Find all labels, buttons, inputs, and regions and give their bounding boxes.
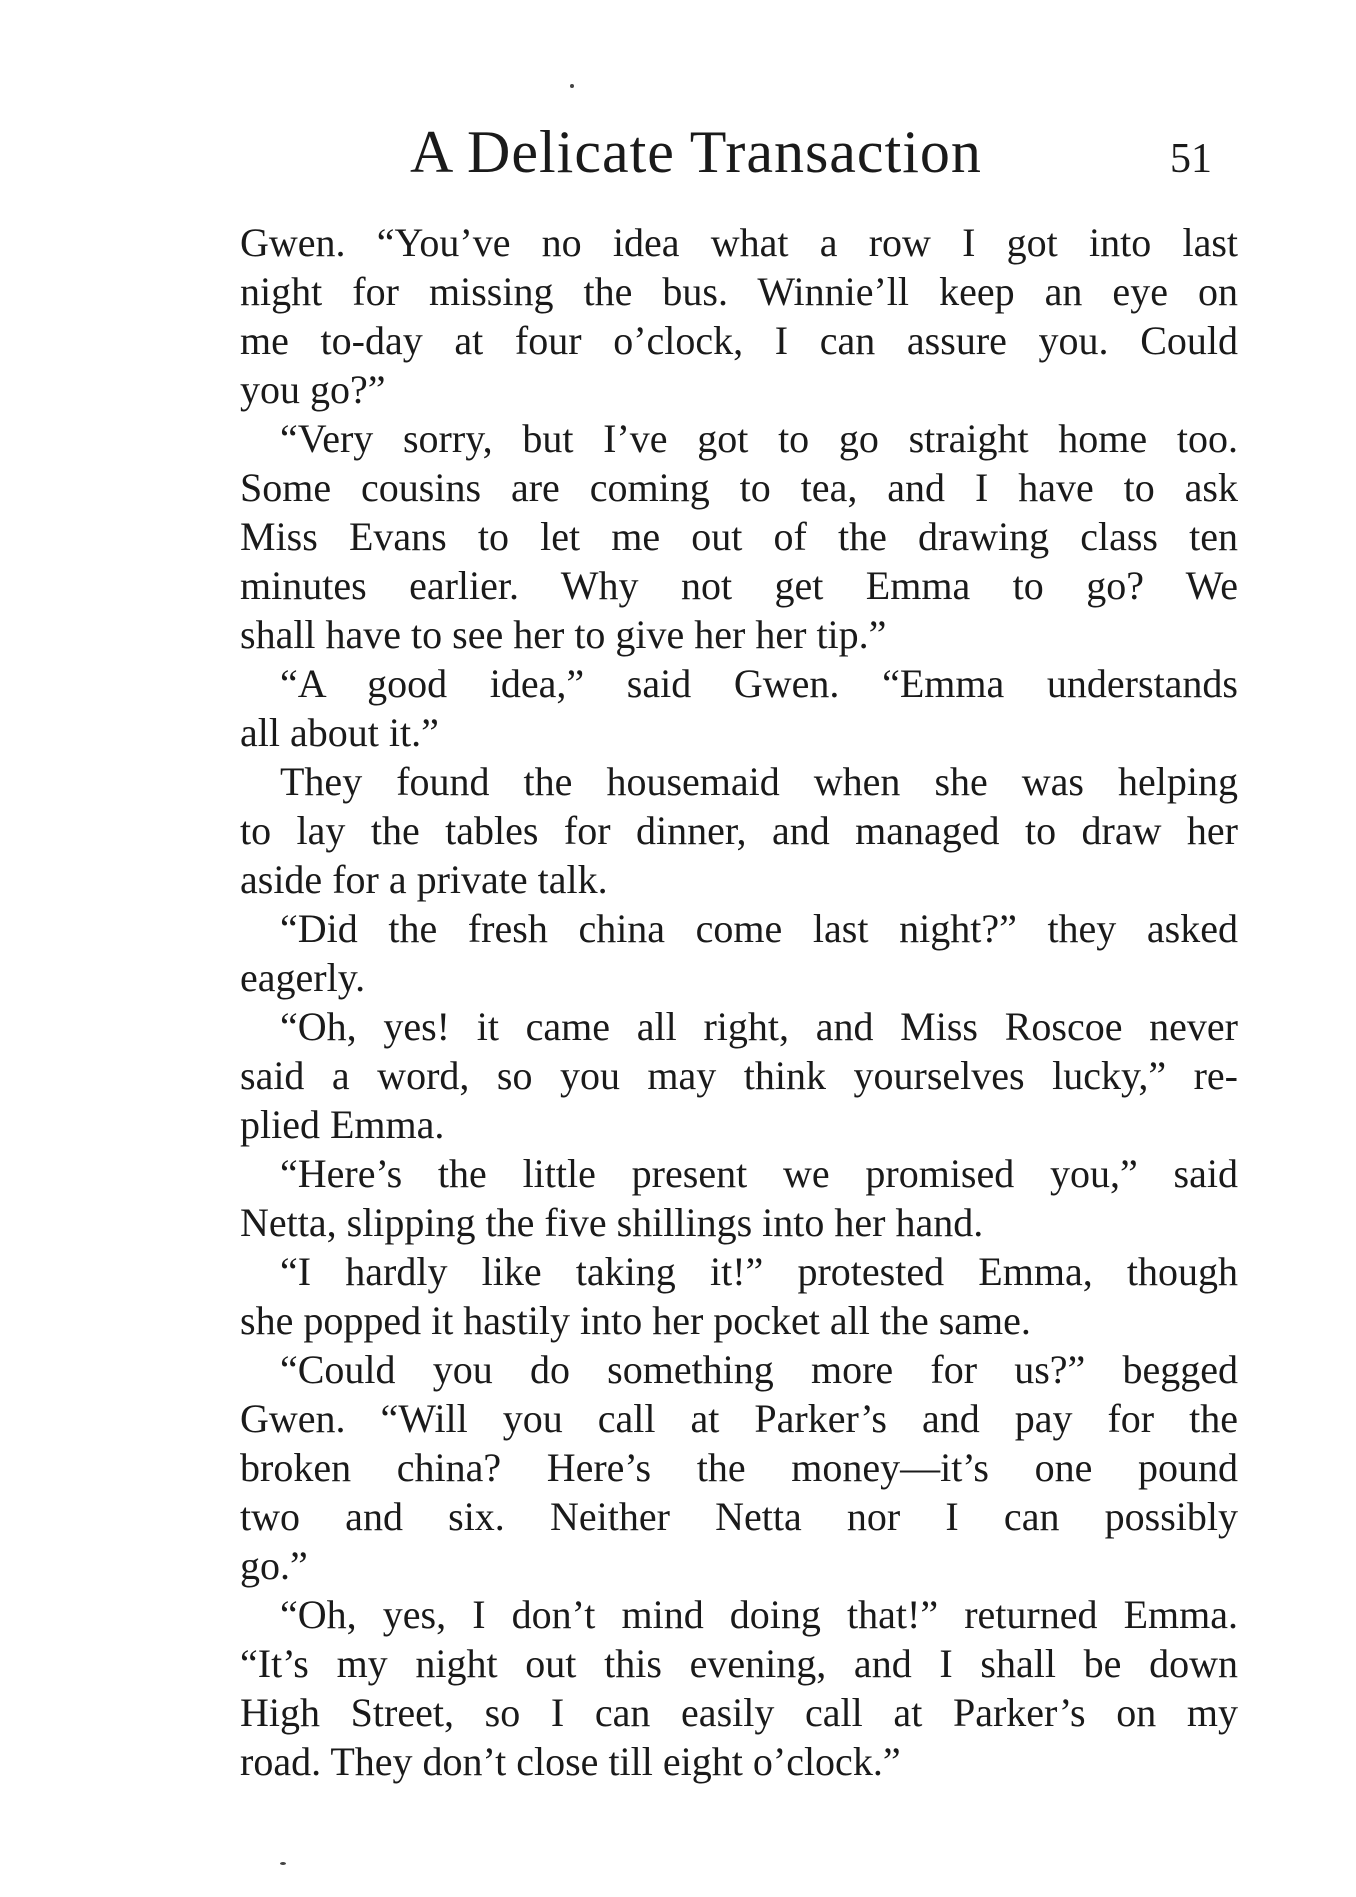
text-line: “Here’s the little present we promised you,” said [280,1151,1238,1196]
paper-speck [280,1862,286,1865]
text-line: They found the housemaid when she was helping [280,759,1238,804]
text-line: you go?” [240,367,386,412]
text-line: said a word, so you may think yourselves lucky,” re- [240,1053,1238,1098]
chapter-title: A Delicate Transaction [410,119,982,185]
text-line: “Oh, yes, I don’t mind doing that!” returned Emma. [280,1592,1238,1637]
text-line: Gwen. “You’ve no idea what a row I got into last [240,220,1238,265]
text-line: Some cousins are coming to tea, and I have to ask [240,465,1238,510]
page-number: 51 [1170,136,1212,182]
text-line: two and six. Neither Netta nor I can possibly [240,1494,1238,1539]
text-line: aside for a private talk. [240,857,608,902]
text-line: broken china? Here’s the money—it’s one pound [240,1445,1238,1490]
text-line: “Could you do something more for us?” begged [280,1347,1238,1392]
body-text [240,218,1238,1786]
text-line: all about it.” [240,710,439,755]
text-line: “It’s my night out this evening, and I shall be down [240,1641,1238,1686]
text-line: plied Emma. [240,1102,445,1147]
text-line: “A good idea,” said Gwen. “Emma understands [280,661,1238,706]
text-line: “Did the fresh china come last night?” they asked [280,906,1238,951]
text-line: eagerly. [240,955,366,1000]
text-line: “Oh, yes! it came all right, and Miss Roscoe never [280,1004,1238,1049]
text-line: Miss Evans to let me out of the drawing class ten [240,514,1238,559]
text-line: road. They don’t close till eight o’clock.” [240,1739,901,1784]
text-line: “Very sorry, but I’ve got to go straight home too. [280,416,1238,461]
text-line: to lay the tables for dinner, and managed to draw her [240,808,1238,853]
text-line: she popped it hastily into her pocket all the same. [240,1298,1031,1343]
running-head [0,112,1356,192]
text-line: High Street, so I can easily call at Parker’s on my [240,1690,1238,1735]
paper-speck [570,84,574,88]
text-line: Gwen. “Will you call at Parker’s and pay for the [240,1396,1238,1441]
text-line: night for missing the bus. Winnie’ll keep an eye on [240,269,1238,314]
text-line: shall have to see her to give her her tip.” [240,612,887,657]
text-line: Netta, slipping the five shillings into her hand. [240,1200,984,1245]
text-line: go.” [240,1543,308,1588]
text-line: minutes earlier. Why not get Emma to go? We [240,563,1238,608]
text-line: me to-day at four o’clock, I can assure you. Could [240,318,1238,363]
text-line: “I hardly like taking it!” protested Emma, though [280,1249,1238,1294]
